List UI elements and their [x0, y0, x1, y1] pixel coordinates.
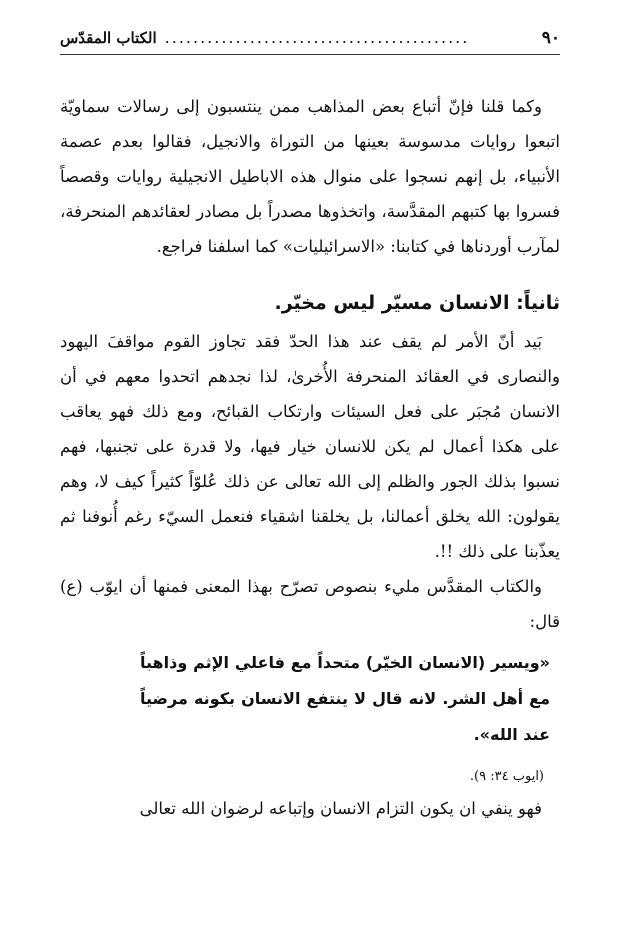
- page-number: ٩٠: [541, 28, 560, 48]
- paragraph-intro: وكما قلنا فإنّ أتباع بعض المذاهب ممن ينتسبون إلى رسالات سماويّة اتبعوا روايات مدسوسة بعينها من التوراة والانجيل، فقالوا بعدم عصمة الأنبياء، بل إنهم نسجوا على منوال هذه الاباطيل الانجيلية روايات وقصصاً فسروا بها كتبهم المقدَّسة، واتخذوها مصدراً بل مصادر لعقائدهم المنحرفة، لمآرب أوردناها في كتابنا: «الاسرائيليات» كما اسلفنا فراجع.: [60, 97, 561, 256]
- scripture-citation: (ايوب ٣٤: ٩).: [469, 769, 544, 784]
- scripture-quote: «ويسير (الانسان الخيّر) متحداً مع فاعلي الإثم وذاهباً مع أهل الشر. لانه قال لا ينتفع الانسان بكونه مرضياً عند الله».: [140, 653, 550, 744]
- running-title: الكتاب المقدّس: [60, 29, 157, 47]
- paragraph-scripture-intro: والكتاب المقدَّس مليء بنصوص تصرّح بهذا المعنى فمنها أن ايوّب (ع) قال:: [60, 577, 560, 631]
- book-page: [60, 28, 560, 826]
- header-leader-dots: ...........................................: [164, 28, 470, 47]
- paragraph-body: بَيد أنّ الأمر لم يقف عند هذا الحدّ فقد تجاوز القوم مواقفَ اليهود والنصارى في العقائد المنحرفة الأُخرىٰ، لذا نجدهم اتحدوا معهم في أن الانسان مُجبَر على فعل السيئات وارتكاب القبائح، ومع ذلك فهو يعاقب على هكذا أعمال لم يكن للانسان خيار فيها، ولا قدرة على تجنبها، فهم نسبوا بذلك الجور والظلم إلى الله تعالى عن ذلك عُلوّاً كثيراً كيف لا، وهم يقولون: الله يخلق أعمالنا، بل يخلقنا اشقياء فنعمل السيّء رغم أُنوفنا ثم يعذّبنا على ذلك !!.: [60, 332, 560, 561]
- section-heading: ثانياً: الانسان مسيّر ليس مخيّر.: [274, 292, 560, 314]
- paragraph-continuation: فهو ينفي ان يكون التزام الانسان وإتباعه لرضوان الله تعالى: [139, 799, 542, 818]
- running-header: [60, 28, 560, 55]
